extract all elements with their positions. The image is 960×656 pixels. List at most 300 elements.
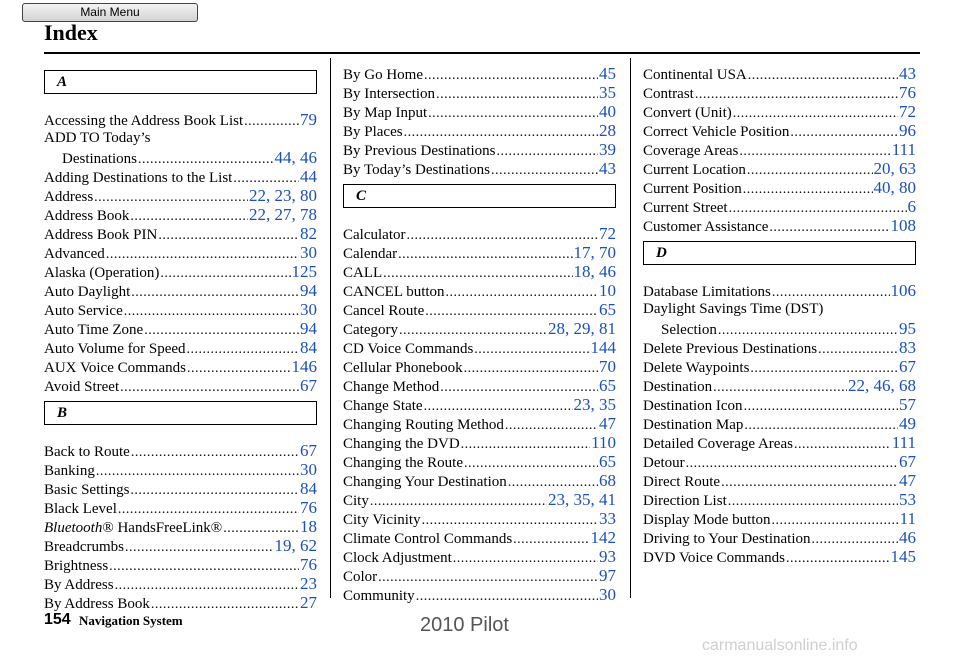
entry-label: Database Limitations [643,284,771,300]
index-entry-line [643,528,916,547]
page-link[interactable]: 49 [899,414,916,433]
entry-label: Address Book [44,208,130,224]
entry-label: AUX Voice Commands [44,360,186,376]
index-entry [343,338,616,357]
entry-label: Destination [643,379,713,395]
entry-label: Changing Routing Method [343,417,504,433]
page-refs [591,528,617,549]
page-link[interactable]: 23 [548,490,565,509]
page-link[interactable]: 27 [300,593,317,612]
page-link[interactable]: 23 [274,186,292,205]
index-entry-line [44,441,317,460]
index-entry [44,205,317,224]
page-refs [275,148,318,169]
page-refs [899,64,916,85]
page-link[interactable]: 142 [590,528,616,547]
page-link[interactable]: 46 [300,148,317,167]
page-separator: , [565,490,574,509]
index-entry-line [44,186,317,205]
entry-label: By Previous Destinations [343,143,496,159]
index-entry-line [643,140,916,159]
page-link[interactable]: 67 [899,452,916,471]
index-entry [44,441,317,460]
index-entry-line [44,262,317,281]
page-link[interactable]: 47 [899,471,916,490]
page-separator: , [266,186,275,205]
section-header-d: D [643,241,916,265]
page-link[interactable]: 18 [300,517,317,536]
index-entry [343,281,616,300]
page-link[interactable]: 35 [599,395,616,414]
page-separator: , [266,205,275,224]
page-separator: , [890,159,899,178]
page-refs [899,395,916,416]
page-refs [300,167,317,188]
page-refs [899,471,916,492]
page-link[interactable]: 106 [890,281,916,300]
entry-label: Changing the Route [343,455,463,471]
index-entry [343,102,616,121]
index-entry [44,593,317,612]
page-link[interactable]: 44 [274,148,292,167]
page-link[interactable]: 72 [899,102,916,121]
entry-label: Calendar [343,246,398,262]
index-entry-line [643,433,916,452]
page-link[interactable]: 23 [300,574,317,593]
entry-label: Clock Adjustment [343,550,452,566]
page-refs [292,357,318,378]
page-link[interactable]: 80 [300,186,317,205]
entry-label-first-line: Daylight Savings Time (DST) [643,301,824,317]
page-link[interactable]: 41 [599,490,616,509]
page-refs [300,479,317,500]
page-refs [891,547,917,568]
page-refs [874,159,917,180]
index-entry-line [343,452,616,471]
page-link[interactable]: 28 [599,121,616,140]
entry-label: By Intersection [343,86,436,102]
index-entry [44,167,317,186]
page-link[interactable]: 146 [291,357,317,376]
index-entry [343,528,616,547]
page-link[interactable]: 30 [300,300,317,319]
index-entry-line [343,159,616,178]
page-link[interactable]: 80 [899,178,916,197]
page-refs [599,159,616,180]
index-entry-line [44,555,317,574]
page-link[interactable]: 30 [599,585,616,604]
index-entry [343,566,616,585]
entry-label: Changing the DVD [343,436,460,452]
index-entry-line [643,319,916,338]
page-link[interactable]: 46 [899,528,916,547]
index-entry [44,498,317,517]
page-refs [300,441,317,462]
entry-label: Detour [643,455,685,471]
index-entry [643,528,916,547]
index-entry-line [343,414,616,433]
page-link[interactable]: 125 [291,262,317,281]
entry-label: Delete Previous Destinations [643,341,818,357]
page-link[interactable]: 78 [300,205,317,224]
page-link[interactable]: 33 [599,509,616,528]
page-link[interactable]: 20 [873,159,891,178]
page-refs [300,555,317,576]
page-link[interactable]: 40 [599,102,616,121]
page-link[interactable]: 65 [599,300,616,319]
page-link[interactable]: 110 [591,433,616,452]
entry-label: Back to Route [44,444,130,460]
index-entry [643,395,916,414]
page-link[interactable]: 65 [599,452,616,471]
page-link[interactable]: 46 [599,262,616,281]
index-entry [643,414,916,433]
page-refs [599,357,616,378]
entry-label-first-line: ADD TO Today’s [44,130,151,146]
page-link[interactable]: 23 [573,395,591,414]
index-entry [643,509,916,528]
index-entry [643,547,916,566]
page-refs [599,83,616,104]
entry-label: Current Location [643,162,746,178]
index-entry-line [343,262,616,281]
index-entry [44,338,317,357]
page-separator: , [590,262,599,281]
index-entry [643,178,916,197]
index-entry-line [44,205,317,224]
index-entry-line [44,517,317,536]
page-refs [899,319,916,340]
index-entry-line [44,376,317,395]
page-refs [300,110,317,131]
entry-label: Correct Vehicle Position [643,124,790,140]
page-link[interactable]: 22 [848,376,865,395]
entry-label: Accessing the Address Book List [44,113,244,129]
page-refs [599,452,616,473]
index-entry [343,140,616,159]
page-refs [599,224,616,245]
column-divider [330,58,331,598]
index-entry-line [643,281,916,300]
index-entry [643,216,916,235]
page-refs [300,243,317,264]
entry-label: Community [343,588,415,604]
page-link[interactable]: 67 [300,441,317,460]
page-link[interactable]: 67 [300,376,317,395]
index-entry-line [343,140,616,159]
page-link[interactable]: 22 [249,205,266,224]
page-link[interactable]: 83 [899,338,916,357]
page-link[interactable]: 57 [899,395,916,414]
page-refs [591,433,616,454]
page-link[interactable]: 10 [599,281,616,300]
entry-label: Auto Time Zone [44,322,144,338]
page-link[interactable]: 27 [274,205,292,224]
dot-leader [120,378,299,397]
page-link[interactable]: 84 [300,338,317,357]
index-entry-line [343,433,616,452]
entry-label: Current Position [643,181,742,197]
page-separator: , [590,490,599,509]
entry-label: Changing Your Destination [343,474,507,490]
page-number: 154 [44,611,71,628]
page-link[interactable]: 19 [274,536,292,555]
entry-label: Auto Service [44,303,123,319]
page-link[interactable]: 68 [599,471,616,490]
index-entry [343,224,616,243]
index-entry [44,574,317,593]
index-entry [643,452,916,471]
page-refs [599,547,616,568]
dot-leader [786,549,890,568]
page-link[interactable]: 145 [890,547,916,566]
index-entry-line [343,102,616,121]
page-link[interactable]: 29 [573,319,591,338]
page-link[interactable]: 47 [599,414,616,433]
entry-label: Breadcrumbs [44,539,124,555]
page-link[interactable]: 18 [573,262,591,281]
index-entry [643,281,916,300]
page-refs [599,566,616,587]
page-title: Index [44,20,98,45]
entry-label: Cellular Phonebook [343,360,463,376]
index-entry-line [343,121,616,140]
index-entry [343,300,616,319]
index-entry [44,243,317,262]
page-link[interactable]: 11 [899,509,916,528]
index-entry [44,186,317,205]
dot-leader [151,595,299,614]
page-refs [899,414,916,435]
entry-label: Banking [44,463,95,479]
page-refs [300,593,317,614]
book-title: Navigation System [79,613,183,628]
index-entry [643,357,916,376]
page-link[interactable]: 40 [873,178,891,197]
entry-label: Convert (Unit) [643,105,732,121]
page-refs [300,376,317,397]
page-link[interactable]: 44 [300,167,317,186]
index-entry [44,262,317,281]
page-link[interactable]: 96 [899,121,916,140]
index-entry [44,536,317,555]
index-entry [643,140,916,159]
page-link[interactable]: 72 [599,224,616,243]
section-header-b: B [44,401,317,425]
entry-label: Advanced [44,246,105,262]
page-link[interactable]: 46 [873,376,891,395]
page-link[interactable]: 81 [599,319,616,338]
page-link[interactable]: 97 [599,566,616,585]
index-entry [343,243,616,262]
index-entry-line [44,300,317,319]
index-entry-line [643,357,916,376]
index-entry [643,83,916,102]
page-link[interactable]: 70 [599,357,616,376]
section-header-a: A [44,70,317,94]
page-refs [599,102,616,123]
page-refs [574,262,617,283]
page-link[interactable]: 6 [907,197,916,216]
page-refs [891,216,917,237]
entry-label: By Map Input [343,105,428,121]
index-entry [343,471,616,490]
index-entry-line [44,357,317,376]
entry-label: Display Mode button [643,512,771,528]
index-entry-line [44,593,317,612]
entry-label: Detailed Coverage Areas [643,436,793,452]
page-link[interactable]: 35 [599,83,616,102]
section-header-c: C [343,184,616,208]
page-link[interactable]: 76 [300,555,317,574]
page-refs [874,178,917,199]
entry-label: Coverage Areas [643,143,739,159]
page-separator: , [291,536,300,555]
index-entry [343,452,616,471]
entry-label: Delete Waypoints [643,360,750,376]
index-entry-line [343,566,616,585]
page-link[interactable]: 43 [599,159,616,178]
index-entry [343,433,616,452]
page-refs [599,300,616,321]
index-entry-line [643,197,916,216]
entry-label: Color [343,569,378,585]
index-entry-line [643,509,916,528]
index-entry-line [343,319,616,338]
entry-label: Bluetooth® HandsFreeLink® [44,520,223,536]
page-refs [300,498,317,519]
index-entry [643,300,916,338]
page-refs [899,83,916,104]
entry-label: Cancel Route [343,303,425,319]
page-refs [574,243,617,264]
page-link[interactable]: 111 [891,433,916,452]
page-refs [899,357,916,378]
index-entry-line [44,460,317,479]
index-entry-line [343,224,616,243]
index-entry [44,376,317,395]
index-entry-line [643,102,916,121]
page-link[interactable]: 95 [899,319,916,338]
entry-label: Customer Assistance [643,219,769,235]
page-link[interactable]: 84 [300,479,317,498]
dot-leader [491,161,598,180]
page-link[interactable]: 65 [599,376,616,395]
index-entry [643,159,916,178]
page-link[interactable]: 43 [899,64,916,83]
page-link[interactable]: 67 [899,357,916,376]
page-refs [548,319,616,340]
index-entry-line [44,319,317,338]
page-refs [300,319,317,340]
entry-label: CALL [343,265,383,281]
page-refs [599,121,616,142]
page-link[interactable]: 82 [300,224,317,243]
main-menu-button[interactable]: Main Menu [22,3,198,22]
entry-label: Avoid Street [44,379,120,395]
index-entry-line [343,547,616,566]
index-entry-line [343,585,616,604]
index-entry [44,281,317,300]
index-entry-line [643,452,916,471]
page-refs [899,528,916,549]
page-refs [599,64,616,85]
index-entry [343,490,616,509]
entry-label: By Today’s Destinations [343,162,491,178]
index-entry [343,509,616,528]
index-entry-line [44,148,317,167]
page-link[interactable]: 144 [590,338,616,357]
index-entry [343,547,616,566]
index-entry-line [643,64,916,83]
index-entry-line [44,479,317,498]
page-link[interactable]: 45 [599,64,616,83]
page-refs [591,338,617,359]
watermark: 2010 Pilot [420,614,509,636]
entry-label: Change Method [343,379,440,395]
page-link[interactable]: 111 [891,140,916,159]
page-refs [300,281,317,302]
page-link[interactable]: 79 [300,110,317,129]
entry-label-italic: Bluetooth [44,520,103,536]
index-entry-line [44,110,317,129]
page-separator: , [565,319,574,338]
page-link[interactable]: 63 [899,159,916,178]
index-entry [343,159,616,178]
page-link[interactable]: 93 [599,547,616,566]
page-refs [249,205,317,226]
page-link[interactable]: 94 [300,281,317,300]
index-entry [44,319,317,338]
entry-label: Adding Destinations to the List [44,170,233,186]
index-entry-line [343,357,616,376]
index-entry-line [343,338,616,357]
page-refs [300,460,317,481]
index-entry [643,197,916,216]
page-link[interactable]: 39 [599,140,616,159]
index-entry [44,479,317,498]
index-entry [343,64,616,83]
index-entry [343,83,616,102]
page-refs [848,376,916,397]
page-link[interactable]: 35 [573,490,591,509]
page-link[interactable]: 53 [899,490,916,509]
entry-label: Destination Icon [643,398,743,414]
entry-label: Calculator [343,227,406,243]
index-column-2 [343,64,616,604]
page-link[interactable]: 22 [249,186,266,205]
index-entry-line [343,490,616,509]
page-link[interactable]: 76 [300,498,317,517]
page-link[interactable]: 28 [548,319,565,338]
page-link[interactable]: 108 [890,216,916,235]
page-link[interactable]: 70 [599,243,616,262]
page-separator: , [291,148,300,167]
index-entry [44,110,317,129]
page-link[interactable]: 17 [573,243,591,262]
entry-label: By Go Home [343,67,423,83]
index-entry [643,433,916,452]
entry-label: Selection [661,322,717,338]
page-link[interactable]: 94 [300,319,317,338]
page-link[interactable]: 62 [300,536,317,555]
page-link[interactable]: 76 [899,83,916,102]
page-refs [300,224,317,245]
page-link[interactable]: 30 [300,243,317,262]
page-link[interactable]: 68 [899,376,916,395]
entry-label: Auto Volume for Speed [44,341,186,357]
page-link[interactable]: 30 [300,460,317,479]
